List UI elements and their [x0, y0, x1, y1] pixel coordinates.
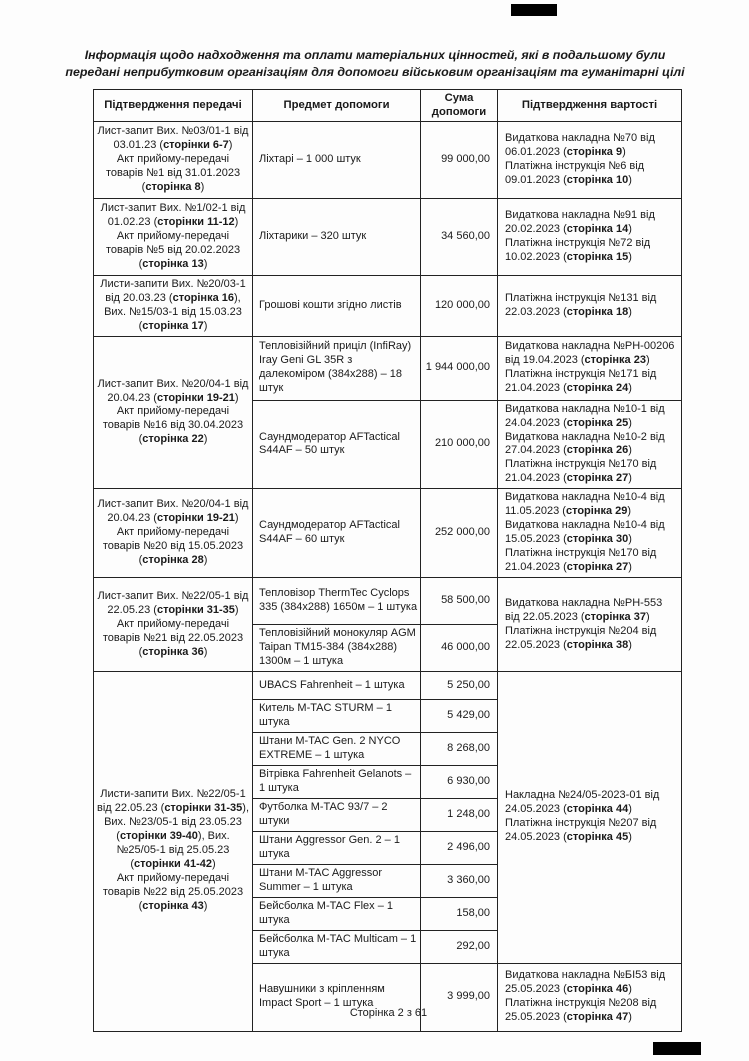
- cell-aid-subject: Бейсболка M-TAC Multicam – 1 штука: [253, 930, 421, 963]
- cell-aid-subject: UBACS Fahrenheit – 1 штука: [253, 672, 421, 700]
- cell-aid-amount: 34 560,00: [421, 198, 498, 275]
- cell-aid-amount: 46 000,00: [421, 625, 498, 672]
- cell-aid-subject: Вітрівка Fahrenheit Gelanots – 1 штука: [253, 765, 421, 798]
- table-header: [94, 90, 682, 122]
- cell-aid-subject: Навушники з кріпленням Impact Sport – 1 штука: [253, 963, 421, 1031]
- cell-transfer-confirmation: Листи-запити Вих. №20/03-1 від 20.03.23 (сторінка 16), Вих. №15/03-1 від 15.03.23 (сторінка 17): [94, 275, 253, 336]
- cell-aid-amount: 3 999,00: [421, 963, 498, 1031]
- cell-aid-amount: 158,00: [421, 897, 498, 930]
- cell-value-confirmation: Платіжна інструкція №131 від 22.03.2023 (сторінка 18): [498, 275, 682, 336]
- page-number: Сторінка 2 з 61: [349, 1007, 428, 1019]
- redaction-bar-top: [511, 4, 557, 16]
- cell-value-confirmation: Видаткова накладна №91 від 20.02.2023 (сторінка 14) Платіжна інструкція №72 від 10.02.2023 (сторінка 15): [498, 198, 682, 275]
- cell-aid-amount: 8 268,00: [421, 733, 498, 766]
- header-transfer-confirmation: Підтвердження передачі: [94, 90, 253, 122]
- cell-aid-subject: Штани M-TAC Gen. 2 NYCO EXTREME – 1 штука: [253, 733, 421, 766]
- cell-aid-amount: 1 248,00: [421, 798, 498, 831]
- header-row: [94, 90, 682, 122]
- table-row: [94, 578, 682, 625]
- cell-value-confirmation: Видаткова накладна №10-4 від 11.05.2023 (сторінка 29) Видаткова накладна №10-4 від 15.05.2023 (сторінка 30) Платіжна інструкція №170 від 21.04.2023 (сторінка 27): [498, 489, 682, 578]
- cell-aid-subject: Бейсболка M-TAC Flex – 1 штука: [253, 897, 421, 930]
- cell-aid-subject: Тепловізійний приціл (InfiRay) Iray Geni GL 35R з далекоміром (384x288) – 18 штук: [253, 336, 421, 400]
- cell-aid-amount: 252 000,00: [421, 489, 498, 578]
- table-body: [94, 121, 682, 1031]
- cell-aid-subject: Ліхтарі – 1 000 штук: [253, 121, 421, 198]
- cell-aid-subject: Штани Aggressor Gen. 2 – 1 штука: [253, 831, 421, 864]
- cell-aid-subject: Грошові кошти згідно листів: [253, 275, 421, 336]
- header-aid-amount: Сума допомоги: [421, 90, 498, 122]
- cell-aid-amount: 58 500,00: [421, 578, 498, 625]
- cell-aid-subject: Китель M-TAC STURM – 1 штука: [253, 700, 421, 733]
- cell-aid-amount: 5 250,00: [421, 672, 498, 700]
- cell-value-confirmation: Видаткова накладна №70 від 06.01.2023 (сторінка 9) Платіжна інструкція №6 від 09.01.2023 (сторінка 10): [498, 121, 682, 198]
- cell-aid-subject: Футболка M-TAC 93/7 – 2 штуки: [253, 798, 421, 831]
- aid-table: [93, 89, 682, 1032]
- cell-aid-subject: Штани M-TAC Aggressor Summer – 1 штука: [253, 864, 421, 897]
- table-row: [94, 336, 682, 400]
- cell-value-confirmation: Видаткова накладна №РН-553 від 22.05.2023 (сторінка 37) Платіжна інструкція №204 від 22.05.2023 (сторінка 38): [498, 578, 682, 672]
- cell-transfer-confirmation: Лист-запит Вих. №20/04-1 від 20.04.23 (сторінки 19-21) Акт прийому-передачі товарів №16 від 30.04.2023 (сторінка 22): [94, 336, 253, 489]
- header-aid-subject: Предмет допомоги: [253, 90, 421, 122]
- cell-transfer-confirmation: Лист-запит Вих. №1/02-1 від 01.02.23 (сторінки 11-12) Акт прийому-передачі товарів №5 від 20.02.2023 (сторінка 13): [94, 198, 253, 275]
- cell-value-confirmation: Видаткова накладна №БІ53 від 25.05.2023 (сторінка 46) Платіжна інструкція №208 від 25.05.2023 (сторінка 47): [498, 963, 682, 1031]
- table-row: [94, 198, 682, 275]
- cell-transfer-confirmation: Лист-запит Вих. №22/05-1 від 22.05.23 (сторінки 31-35) Акт прийому-передачі товарів №21 від 22.05.2023 (сторінка 36): [94, 578, 253, 672]
- cell-aid-subject: Тепловізійний монокуляр AGM Taipan TM15-384 (384x288) 1300м – 1 штука: [253, 625, 421, 672]
- cell-aid-subject: Саундмодератор AFTactical S44AF – 50 штук: [253, 400, 421, 489]
- cell-transfer-confirmation: Листи-запити Вих. №22/05-1 від 22.05.23 (сторінки 31-35), Вих. №23/05-1 від 23.05.23 (сторінки 39-40), Вих. №25/05-1 від 25.05.23 (сторінки 41-42) Акт прийому-передачі товарів №22 від 25.05.2023 (сторінка 43): [94, 672, 253, 1032]
- cell-aid-subject: Саундмодератор AFTactical S44AF – 60 штук: [253, 489, 421, 578]
- table-row: [94, 672, 682, 700]
- cell-aid-amount: 210 000,00: [421, 400, 498, 489]
- cell-value-confirmation: Видаткова накладна №10-1 від 24.04.2023 (сторінка 25) Видаткова накладна №10-2 від 27.04.2023 (сторінка 26) Платіжна інструкція №170 від 21.04.2023 (сторінка 27): [498, 400, 682, 489]
- document-title: Інформація щодо надходження та оплати матеріальних цінностей, які в подальшому були передані неприбутковим організаціям для допомоги військовим організаціям та гуманітарні цілі: [65, 48, 685, 79]
- cell-value-confirmation: Накладна №24/05-2023-01 від 24.05.2023 (сторінка 44) Платіжна інструкція №207 від 24.05.2023 (сторінка 45): [498, 672, 682, 964]
- cell-value-confirmation: Видаткова накладна №РН-00206 від 19.04.2023 (сторінка 23) Платіжна інструкція №171 від 21.04.2023 (сторінка 24): [498, 336, 682, 400]
- cell-aid-amount: 6 930,00: [421, 765, 498, 798]
- table-row: [94, 121, 682, 198]
- cell-aid-subject: Тепловізор ThermTec Cyclops 335 (384x288) 1650м – 1 штука: [253, 578, 421, 625]
- header-value-confirmation: Підтвердження вартості: [498, 90, 682, 122]
- cell-transfer-confirmation: Лист-запит Вих. №03/01-1 від 03.01.23 (сторінки 6-7) Акт прийому-передачі товарів №1 від 31.01.2023 (сторінка 8): [94, 121, 253, 198]
- cell-aid-amount: 99 000,00: [421, 121, 498, 198]
- cell-aid-subject: Ліхтарики – 320 штук: [253, 198, 421, 275]
- cell-aid-amount: 1 944 000,00: [421, 336, 498, 400]
- table-row: [94, 275, 682, 336]
- cell-aid-amount: 120 000,00: [421, 275, 498, 336]
- redaction-bar-bottom: [653, 1042, 701, 1055]
- cell-aid-amount: 3 360,00: [421, 864, 498, 897]
- table-row: [94, 489, 682, 578]
- cell-transfer-confirmation: Лист-запит Вих. №20/04-1 від 20.04.23 (сторінки 19-21) Акт прийому-передачі товарів №20 від 15.05.2023 (сторінка 28): [94, 489, 253, 578]
- cell-aid-amount: 2 496,00: [421, 831, 498, 864]
- cell-aid-amount: 5 429,00: [421, 700, 498, 733]
- cell-aid-amount: 292,00: [421, 930, 498, 963]
